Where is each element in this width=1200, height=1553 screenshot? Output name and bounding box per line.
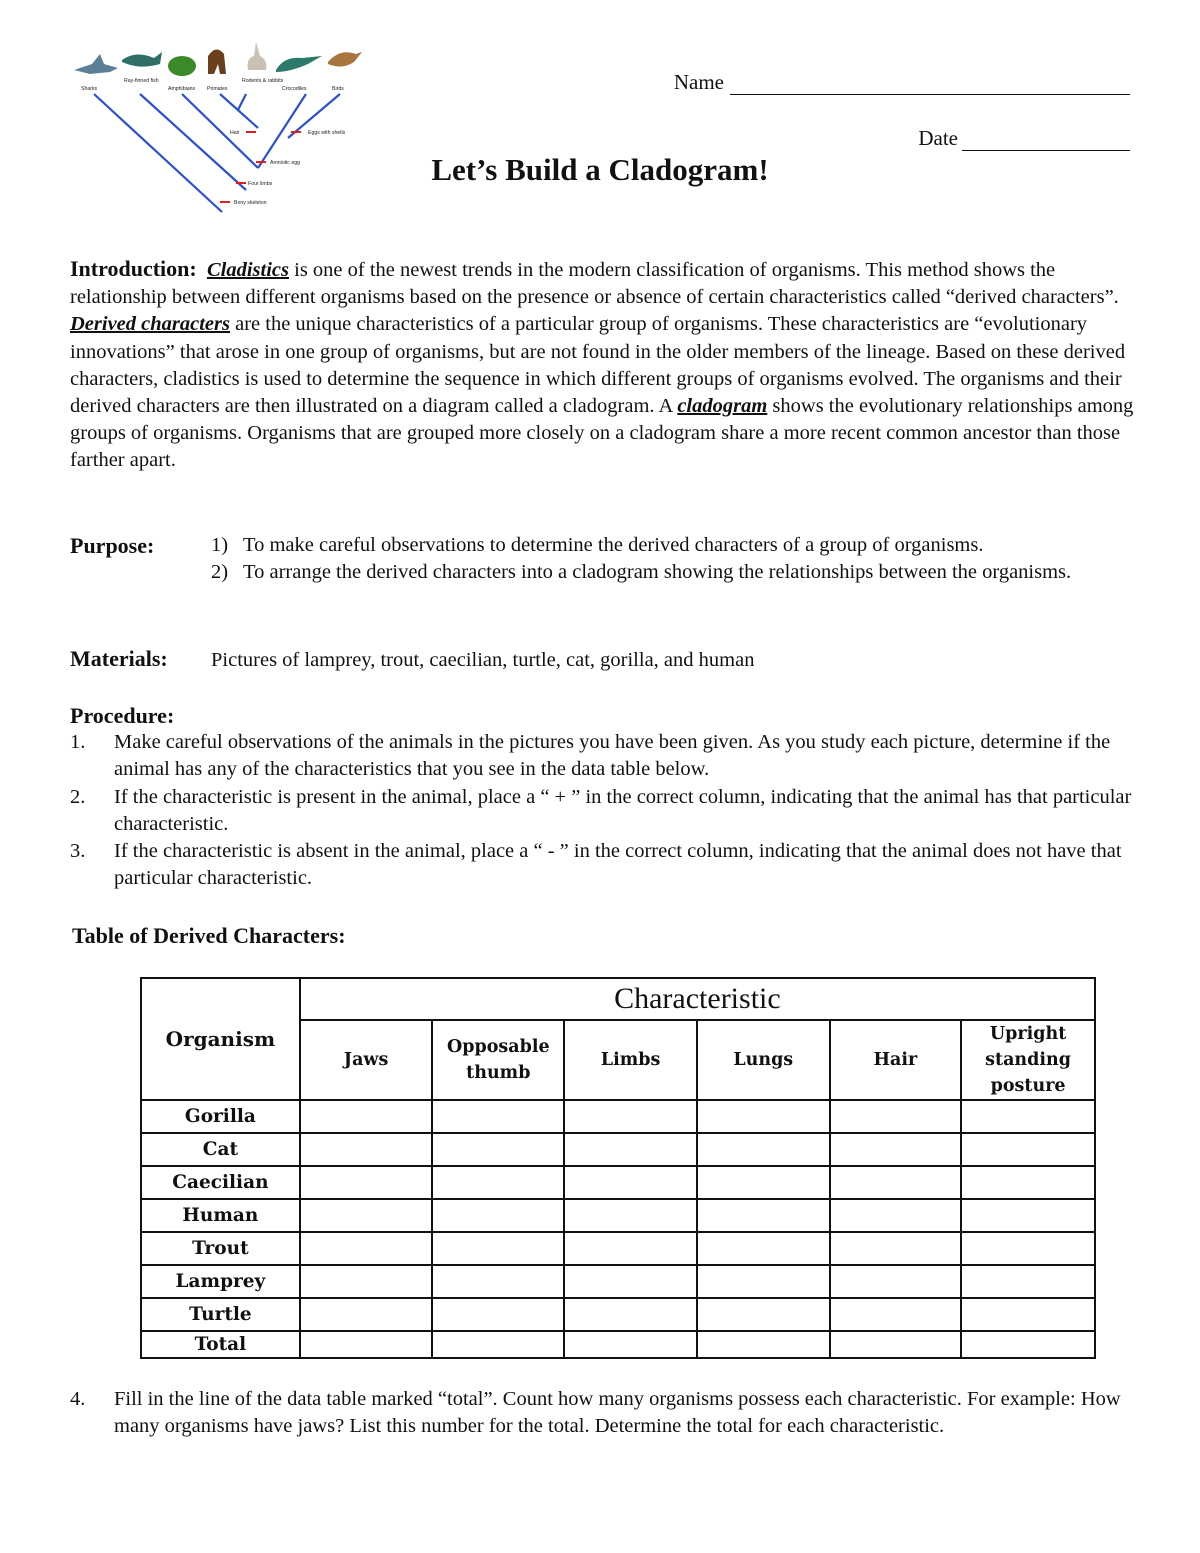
- answer-cell[interactable]: [300, 1199, 433, 1232]
- organism-name: Trout: [141, 1232, 300, 1265]
- organism-name: Lamprey: [141, 1265, 300, 1298]
- table-title: Table of Derived Characters:: [72, 923, 346, 948]
- fish-image: [122, 52, 162, 67]
- answer-cell[interactable]: [830, 1232, 962, 1265]
- purpose-label: Purpose:: [70, 533, 155, 558]
- column-header: Upright standing posture: [961, 1020, 1095, 1100]
- taxon-label: Ray-finned fish: [124, 78, 159, 84]
- column-header: Limbs: [564, 1020, 697, 1100]
- answer-cell[interactable]: [564, 1133, 697, 1166]
- trait-label: Eggs with shells: [308, 130, 346, 136]
- primate-image: [208, 49, 226, 74]
- answer-cell[interactable]: [300, 1133, 433, 1166]
- answer-cell[interactable]: [564, 1298, 697, 1331]
- organism-name: Cat: [141, 1133, 300, 1166]
- step-text: If the characteristic is absent in the animal, place a “ - ” in the correct column, indicating that the animal does not have that particular characteristic.: [114, 840, 1122, 890]
- purpose-item: [211, 532, 1135, 559]
- answer-cell[interactable]: [830, 1199, 962, 1232]
- purpose-text: To arrange the derived characters into a cladogram showing the relationships between the organisms.: [243, 561, 1072, 584]
- column-header: Jaws: [300, 1020, 433, 1100]
- table-row: [141, 1133, 1095, 1166]
- answer-cell[interactable]: [961, 1199, 1095, 1232]
- procedure-step-4: [70, 1386, 1135, 1440]
- name-field: [674, 70, 1130, 95]
- organism-name: Caecilian: [141, 1166, 300, 1199]
- answer-cell[interactable]: [564, 1232, 697, 1265]
- organism-name: Gorilla: [141, 1100, 300, 1133]
- answer-cell[interactable]: [300, 1331, 433, 1358]
- taxa-labels: [81, 78, 344, 92]
- answer-cell[interactable]: [830, 1331, 962, 1358]
- trait-label: Amniotic egg: [270, 160, 300, 166]
- step-text: Make careful observations of the animals in the pictures you have been given. As you study each picture, determine if the animal has any of the characteristics that you see in the data table below.: [114, 731, 1111, 781]
- crocodile-image: [276, 56, 322, 72]
- step-number: 2.: [70, 785, 86, 808]
- animal-images: [74, 42, 362, 76]
- column-header: Hair: [830, 1020, 962, 1100]
- purpose-section: [70, 532, 1135, 586]
- answer-cell[interactable]: [830, 1166, 962, 1199]
- answer-cell[interactable]: [697, 1298, 830, 1331]
- materials-label: Materials:: [70, 646, 168, 671]
- answer-cell[interactable]: [564, 1100, 697, 1133]
- page-title: Let’s Build a Cladogram!: [431, 152, 769, 187]
- bird-image: [328, 52, 362, 67]
- materials-text: Pictures of lamprey, trout, caecilian, turtle, cat, gorilla, and human: [211, 649, 755, 671]
- answer-cell[interactable]: [697, 1232, 830, 1265]
- table-row: [141, 1166, 1095, 1199]
- answer-cell[interactable]: [300, 1232, 433, 1265]
- answer-cell[interactable]: [564, 1331, 697, 1358]
- answer-cell[interactable]: [830, 1298, 962, 1331]
- taxon-label: Crocodiles: [282, 86, 307, 92]
- answer-cell[interactable]: [830, 1133, 962, 1166]
- answer-cell[interactable]: [961, 1100, 1095, 1133]
- answer-cell[interactable]: [300, 1100, 433, 1133]
- intro-text: are the unique characteristics of a particular group of organisms. These characteristics are “evolutionary innovations” that arose in one group of organisms, but are not found in the older members of the lineage. Based on these derived characters, cladistics is used to determine the sequence in which different groups of organisms evolved. The organisms and their derived characters are then illustrated on a diagram called a cladogram. A: [70, 313, 1126, 418]
- answer-cell[interactable]: [830, 1100, 962, 1133]
- answer-cell[interactable]: [961, 1166, 1095, 1199]
- answer-cell[interactable]: [697, 1166, 830, 1199]
- cladogram-figure: [70, 40, 370, 220]
- answer-cell[interactable]: [564, 1199, 697, 1232]
- procedure-step: [70, 784, 1135, 838]
- procedure-step: [70, 729, 1135, 783]
- taxon-label: Rodents & rabbits: [242, 78, 284, 84]
- introduction-paragraph: [70, 255, 1135, 475]
- answer-cell[interactable]: [697, 1265, 830, 1298]
- intro-label: Introduction:: [70, 256, 197, 281]
- answer-cell[interactable]: [432, 1199, 564, 1232]
- table-row: [141, 1265, 1095, 1298]
- trait-label: Four limbs: [248, 181, 273, 187]
- answer-cell[interactable]: [961, 1265, 1095, 1298]
- column-header: Opposable thumb: [432, 1020, 564, 1100]
- answer-cell[interactable]: [830, 1265, 962, 1298]
- table-row: [141, 1100, 1095, 1133]
- purpose-item: [211, 559, 1135, 586]
- purpose-number: 2): [211, 561, 229, 584]
- trait-label: Hair: [230, 130, 240, 136]
- characteristic-header: Characteristic: [300, 978, 1095, 1020]
- materials-section: [70, 645, 1135, 674]
- organism-header: Organism: [141, 978, 300, 1100]
- total-row: [141, 1331, 1095, 1358]
- taxon-label: Primates: [207, 86, 228, 92]
- answer-cell[interactable]: [961, 1331, 1095, 1358]
- answer-cell[interactable]: [961, 1232, 1095, 1265]
- intro-text: is one of the newest trends in the modern classification of organisms. This method shows the relationship between different organisms based on the presence or absence of certain characteristics called “derived characters”.: [70, 259, 1119, 309]
- organism-name: Human: [141, 1199, 300, 1232]
- taxon-label: Birds: [332, 86, 344, 92]
- procedure-step: [70, 1386, 1135, 1440]
- answer-cell[interactable]: [432, 1133, 564, 1166]
- answer-cell[interactable]: [432, 1100, 564, 1133]
- name-label: Name: [673, 70, 724, 94]
- table-row: [141, 1199, 1095, 1232]
- organism-name: Turtle: [141, 1298, 300, 1331]
- term-cladogram: cladogram: [677, 395, 768, 418]
- procedure-step: [70, 838, 1135, 892]
- answer-cell[interactable]: [697, 1199, 830, 1232]
- answer-cell[interactable]: [564, 1166, 697, 1199]
- answer-cell[interactable]: [697, 1133, 830, 1166]
- answer-cell[interactable]: [564, 1265, 697, 1298]
- table-row: [141, 1298, 1095, 1331]
- rabbit-image: [248, 42, 267, 70]
- answer-cell[interactable]: [300, 1298, 433, 1331]
- shark-image: [74, 54, 118, 74]
- answer-cell[interactable]: [961, 1298, 1095, 1331]
- table-row: [141, 1232, 1095, 1265]
- procedure-section: [70, 702, 1135, 892]
- organism-name: Total: [141, 1331, 300, 1358]
- purpose-number: 1): [211, 534, 229, 556]
- step-number: 4.: [70, 1388, 86, 1410]
- derived-characters-table: [140, 977, 1096, 1359]
- answer-cell[interactable]: [961, 1133, 1095, 1166]
- answer-cell[interactable]: [432, 1166, 564, 1199]
- taxon-label: Amphibians: [168, 86, 196, 92]
- date-label: Date: [918, 126, 958, 150]
- name-blank[interactable]: [730, 76, 1130, 95]
- answer-cell[interactable]: [432, 1331, 564, 1358]
- answer-cell[interactable]: [432, 1265, 564, 1298]
- step-number: 3.: [70, 840, 86, 863]
- answer-cell[interactable]: [697, 1100, 830, 1133]
- date-blank[interactable]: [962, 132, 1130, 151]
- step-text: If the characteristic is present in the animal, place a “ + ” in the correct column, indicating that the animal has that particular characteristic.: [114, 785, 1132, 835]
- answer-cell[interactable]: [432, 1232, 564, 1265]
- procedure-label: Procedure:: [70, 703, 175, 728]
- answer-cell[interactable]: [432, 1298, 564, 1331]
- step-text: Fill in the line of the data table marked “total”. Count how many organisms possess each characteristic. For example: How many organisms have jaws? List this number for the total. Determine the total for each characteristic.: [114, 1388, 1121, 1438]
- intro-text: shows the evolutionary relationships among groups of organisms. Organisms that are grouped more closely on a cladogram share a more recent common ancestor than those farther apart.: [70, 395, 1134, 472]
- term-cladistics: Cladistics: [206, 259, 289, 281]
- term-derived-characters: Derived characters: [70, 313, 230, 336]
- date-field: [918, 126, 1130, 151]
- column-header: Lungs: [697, 1020, 830, 1100]
- answer-cell[interactable]: [697, 1331, 830, 1358]
- taxon-label: Sharks: [81, 86, 98, 92]
- purpose-text: To make careful observations to determine the derived characters of a group of organisms.: [243, 534, 984, 556]
- answer-cell[interactable]: [300, 1166, 433, 1199]
- step-number: 1.: [70, 731, 86, 754]
- answer-cell[interactable]: [300, 1265, 433, 1298]
- trait-label: Bony skeleton: [234, 200, 267, 206]
- frog-image: [168, 56, 196, 76]
